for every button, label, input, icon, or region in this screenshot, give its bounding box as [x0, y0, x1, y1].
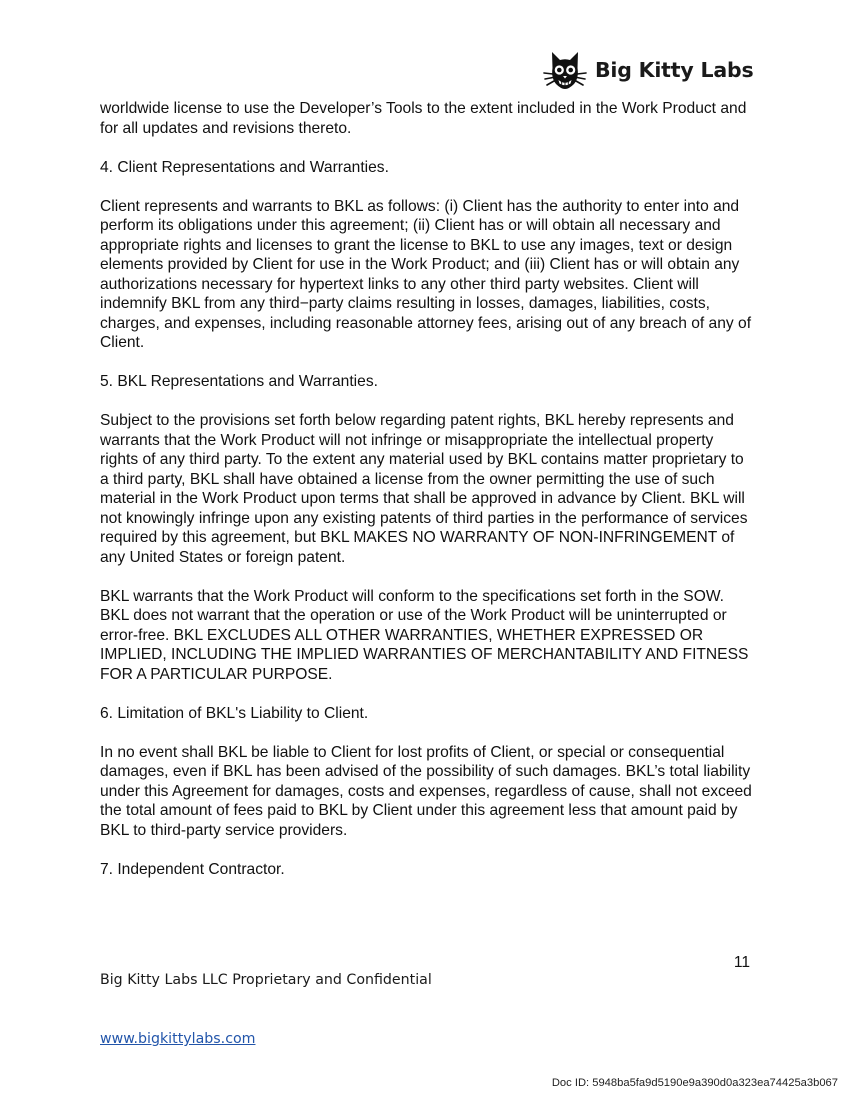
company-logo [543, 48, 753, 92]
confidential-note: Big Kitty Labs LLC Proprietary and Confidential [100, 972, 432, 988]
website-link[interactable]: www.bigkittylabs.com [100, 1031, 256, 1047]
client-representations-paragraph: Client represents and warrants to BKL as follows: (i) Client has the authority to enter into and perform its obligations under this agreement; (ii) Client has or will obtain all necessary and appropriate rights and licenses to grant the license to BKL to use any images, text or design elements provided by Client for use in the Work Product; and (iii) Client has or will obtain any authorizations necessary for hypertext links to any other third party websites. Client will indemnify BKL from any third−party claims resulting in losses, damages, liabilities, costs, charges, and expenses, including reasonable attorney fees, arising out of any breach of any of Client. [100, 197, 752, 351]
liability-paragraph: In no event shall BKL be liable to Client for lost profits of Client, or special or consequential damages, even if BKL has been advised of the possibility of such damages. BKL’s total liability under this Agreement for damages, costs and expenses, regardless of cause, shall not exceed the total amount of fees paid to BKL by Client under this agreement less that amount paid by BKL to third-party service providers. [100, 743, 752, 839]
bkl-warranty-paragraph: BKL warrants that the Work Product will conform to the specifications set forth in the SOW. BKL does not warrant that the operation or use of the Work Product will be uninterrupted or error-free. BKL EXCLUDES ALL OTHER WARRANTIES, WHETHER EXPRESSED OR IMPLIED, INCLUDING THE IMPLIED WARRANTIES OF MERCHANTABILITY AND FITNESS FOR A PARTICULAR PURPOSE. [100, 587, 749, 683]
bkl-patent-paragraph: Subject to the provisions set forth below regarding patent rights, BKL hereby represents and warrants that the Work Product will not infringe or misappropriate the intellectual property rights of any third party. To the extent any material used by BKL contains matter proprietary to a third party, BKL shall have obtained a license from the owner permitting the use of such material in the Work Product upon terms that shall be approved in advance by Client. BKL will not knowingly infringe upon any existing patents of third parties in the performance of services required by this agreement, but BKL MAKES NO WARRANTY OF NON-INFRINGEMENT of any United States or foreign patent. [100, 412, 748, 566]
section-heading-client-representations: 4. Client Representations and Warranties. [100, 158, 389, 176]
document-body [100, 99, 755, 899]
section-heading-bkl-representations: 5. BKL Representations and Warranties. [100, 373, 378, 390]
doc-id: Doc ID: 5948ba5fa9d5190e9a390d0a323ea74425a3b067 [551, 1077, 838, 1089]
page-number: 11 [733, 954, 750, 971]
logo-text: Big Kitty Labs [595, 58, 754, 82]
section-heading-limitation-of-liability: 6. Limitation of BKL's Liability to Client. [100, 704, 369, 722]
section-heading-independent-contractor: 7. Independent Contractor. [100, 860, 285, 878]
cat-face-icon [543, 48, 587, 92]
license-continuation-paragraph: worldwide license to use the Developer’s Tools to the extent included in the Work Product and for all updates and revisions thereto. [100, 100, 747, 137]
